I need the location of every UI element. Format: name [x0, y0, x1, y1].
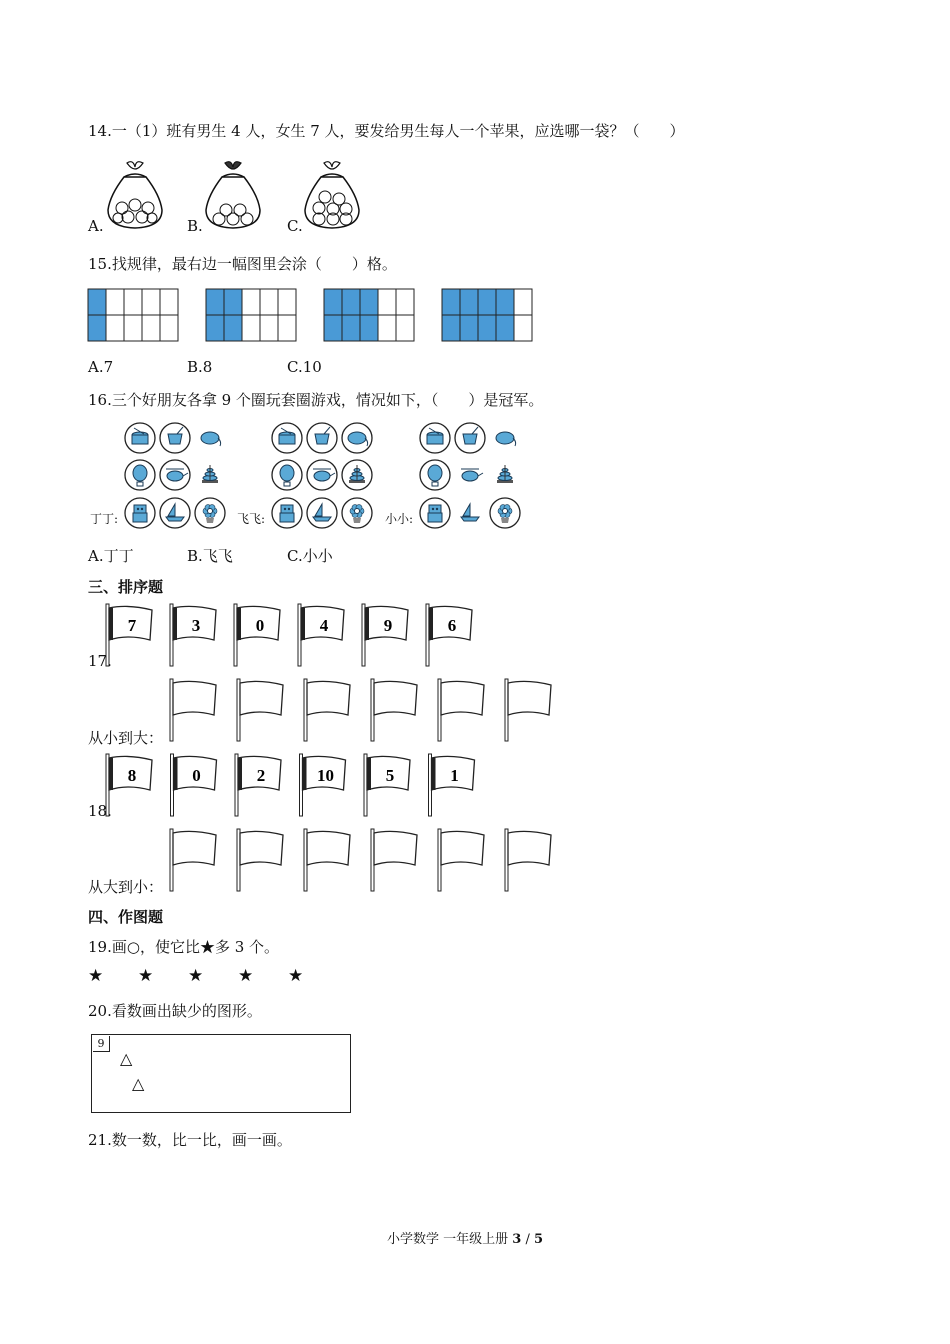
- footer-title: 小学数学 一年级上册: [387, 1232, 513, 1247]
- grid-3: [324, 289, 414, 341]
- blank-flag[interactable]: [170, 679, 216, 741]
- sailboat-icon: [160, 498, 190, 528]
- number-flag: [364, 754, 410, 816]
- blank-flag[interactable]: [170, 829, 216, 891]
- triangle-icon: △: [132, 1074, 145, 1093]
- grid-cell: [360, 315, 378, 341]
- q18-number-flags: [100, 750, 480, 820]
- grid-cell: [142, 315, 160, 341]
- q14-option-b[interactable]: B.: [187, 217, 203, 235]
- number-flag: [426, 604, 472, 666]
- q16-option-a[interactable]: A.丁丁: [88, 547, 134, 565]
- q17-answer-flags[interactable]: [165, 675, 565, 745]
- grid-cell: [460, 315, 478, 341]
- q18-answer-label: 从大到小：: [88, 878, 164, 896]
- grid-cell: [278, 289, 296, 315]
- question-18-label: 18.: [88, 802, 112, 820]
- grid-cell: [324, 315, 342, 341]
- blank-flag[interactable]: [371, 679, 417, 741]
- box-number: 9: [93, 1036, 110, 1052]
- flag-number: 5: [385, 766, 395, 785]
- ring-tower-icon: [202, 465, 218, 483]
- grid-cell: [260, 315, 278, 341]
- grid-cell: [206, 315, 224, 341]
- grid-cell: [378, 289, 396, 315]
- q16-option-c[interactable]: C.小小: [287, 547, 333, 565]
- grid-cell: [88, 289, 106, 315]
- number-flag: [429, 754, 475, 816]
- grid-cell: [124, 289, 142, 315]
- grid-cell: [224, 315, 242, 341]
- player-xiaoxiao-label: 小小:: [385, 512, 414, 526]
- blank-flag[interactable]: [237, 829, 283, 891]
- footer-page: 3: [512, 1232, 522, 1247]
- blank-flag[interactable]: [237, 679, 283, 741]
- grid-cell: [278, 315, 296, 341]
- ring-toss-panels: [120, 420, 540, 535]
- apple-bag-c-icon: [297, 155, 367, 233]
- footer-total: 5: [533, 1232, 544, 1247]
- blank-flag[interactable]: [304, 679, 350, 741]
- star-icon: ★: [188, 966, 204, 986]
- grid-cell: [442, 315, 460, 341]
- flag-number: 2: [256, 766, 266, 785]
- grid-cell: [514, 315, 532, 341]
- blank-flag[interactable]: [505, 829, 551, 891]
- ring-toss-panel-1: [125, 423, 225, 528]
- blank-flag[interactable]: [371, 829, 417, 891]
- player-feifei-label: 飞飞:: [237, 512, 266, 526]
- drum-icon: [125, 423, 155, 453]
- flag-number: 10: [317, 766, 334, 785]
- q14-option-a[interactable]: A.: [88, 217, 104, 235]
- blank-flag[interactable]: [438, 679, 484, 741]
- grid-cell: [206, 289, 224, 315]
- balloon-icon: [420, 460, 450, 490]
- flag-number: 0: [255, 616, 265, 635]
- grid-cell: [260, 289, 278, 315]
- helicopter-icon: [160, 460, 190, 490]
- helicopter-icon: [307, 460, 337, 490]
- flag-number: 9: [383, 616, 393, 635]
- flag-number: 4: [319, 616, 329, 635]
- blank-flag[interactable]: [438, 829, 484, 891]
- number-flag: [234, 604, 280, 666]
- grid-cell: [124, 315, 142, 341]
- robot-icon: [272, 498, 302, 528]
- grid-cell: [496, 315, 514, 341]
- ring-toss-panel-3: [420, 423, 520, 528]
- elephant-icon: [342, 423, 372, 453]
- section-4-title: 四、作图题: [88, 908, 164, 926]
- number-flag: [235, 754, 281, 816]
- grid-cell: [142, 289, 160, 315]
- flower-icon: [490, 498, 520, 528]
- star-icon: ★: [238, 966, 254, 986]
- robot-icon: [420, 498, 450, 528]
- grid-2: [206, 289, 296, 341]
- star-icon: ★: [288, 966, 304, 986]
- triangle-icon: △: [120, 1049, 133, 1068]
- grid-1: [88, 289, 178, 341]
- blank-flag[interactable]: [505, 679, 551, 741]
- q16-option-b[interactable]: B.飞飞: [187, 547, 233, 565]
- apple-bag-a-icon: [100, 155, 170, 233]
- section-3-title: 三、排序题: [88, 578, 164, 596]
- ring-tower-icon: [342, 460, 372, 490]
- ring-toss-panel-2: [272, 423, 372, 528]
- blank-flag[interactable]: [304, 829, 350, 891]
- grid-4: [442, 289, 532, 341]
- question-14-text: 14.一（1）班有男生 4 人，女生 7 人，要发给男生每人一个苹果，应选哪一袋？（ ）: [88, 122, 685, 140]
- flag-number: 0: [192, 766, 201, 785]
- q15-option-b[interactable]: B.8: [187, 358, 213, 376]
- grid-cell: [396, 315, 414, 341]
- bucket-icon: [307, 423, 337, 453]
- grid-cell: [360, 289, 378, 315]
- number-flag: [300, 754, 346, 816]
- pattern-grids: [86, 287, 536, 343]
- grid-cell: [242, 289, 260, 315]
- grid-cell: [342, 289, 360, 315]
- balloon-icon: [272, 460, 302, 490]
- grid-cell: [460, 289, 478, 315]
- question-20-text: 20.看数画出缺少的图形。: [88, 1002, 262, 1020]
- footer-sep: /: [521, 1232, 534, 1247]
- elephant-icon: [201, 432, 221, 446]
- flag-number: 7: [127, 616, 137, 635]
- player-dingding-label: 丁丁:: [90, 512, 119, 526]
- number-flag: [171, 754, 217, 816]
- q15-option-a[interactable]: A.7: [88, 358, 114, 376]
- robot-icon: [125, 498, 155, 528]
- grid-cell: [106, 289, 124, 315]
- ring-tower-icon: [497, 465, 513, 483]
- grid-cell: [496, 289, 514, 315]
- grid-cell: [324, 289, 342, 315]
- bucket-icon: [455, 423, 485, 453]
- bucket-icon: [160, 423, 190, 453]
- number-flag: [170, 604, 216, 666]
- drawing-box[interactable]: [91, 1034, 351, 1113]
- grid-cell: [514, 289, 532, 315]
- number-flag: [298, 604, 344, 666]
- star-icon: ★: [88, 966, 104, 986]
- grid-cell: [106, 315, 124, 341]
- q17-answer-label: 从小到大：: [88, 729, 164, 747]
- sailboat-icon: [461, 504, 479, 521]
- q17-number-flags: [100, 600, 480, 670]
- flag-number: 1: [450, 766, 459, 785]
- q14-option-c[interactable]: C.: [287, 217, 303, 235]
- grid-cell: [442, 289, 460, 315]
- helicopter-icon: [461, 469, 483, 481]
- grid-cell: [88, 315, 106, 341]
- grid-cell: [396, 289, 414, 315]
- number-flag: [362, 604, 408, 666]
- flag-number: 8: [127, 766, 137, 785]
- sailboat-icon: [307, 498, 337, 528]
- drum-icon: [272, 423, 302, 453]
- flower-icon: [342, 498, 372, 528]
- grid-cell: [342, 315, 360, 341]
- star-icon: ★: [138, 966, 154, 986]
- apple-bag-b-icon: [198, 155, 268, 233]
- grid-cell: [378, 315, 396, 341]
- question-19-text: 19.画○，使它比★多 3 个。: [88, 938, 280, 956]
- grid-cell: [224, 289, 242, 315]
- grid-cell: [160, 289, 178, 315]
- flag-number: 3: [191, 616, 201, 635]
- question-15-text: 15.找规律，最右边一幅图里会涂（ ）格。: [88, 255, 397, 273]
- question-17-label: 17.: [88, 652, 112, 670]
- grid-cell: [160, 315, 178, 341]
- grid-cell: [478, 289, 496, 315]
- number-flag: [106, 754, 152, 816]
- grid-cell: [478, 315, 496, 341]
- grid-cell: [242, 315, 260, 341]
- question-21-text: 21.数一数，比一比，画一画。: [88, 1131, 292, 1149]
- flag-number: 6: [447, 616, 457, 635]
- number-flag: [106, 604, 152, 666]
- page-footer: [387, 1228, 543, 1247]
- drum-icon: [420, 423, 450, 453]
- q18-answer-flags[interactable]: [165, 825, 565, 895]
- balloon-icon: [125, 460, 155, 490]
- flower-icon: [195, 498, 225, 528]
- q15-option-c[interactable]: C.10: [287, 358, 322, 376]
- question-16-text: 16.三个好朋友各拿 9 个圈玩套圈游戏，情况如下，（ ）是冠军。: [88, 391, 544, 409]
- elephant-icon: [496, 432, 516, 446]
